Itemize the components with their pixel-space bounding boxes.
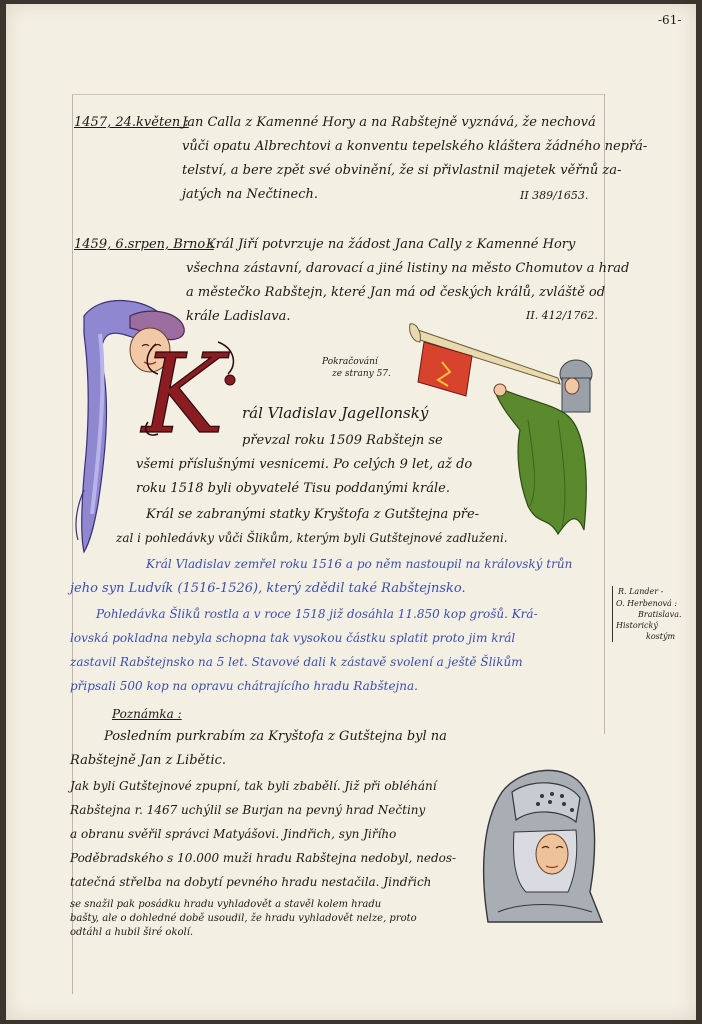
entry1-line: Jan Calla z Kamenné Hory a na Rabštejně vyznává, že nechová (182, 115, 596, 130)
note-line: se snažil pak posádku hradu vyhladovět a stavěl kolem hradu (70, 899, 382, 910)
note-line: Rabštejně Jan z Libětic. (70, 753, 227, 768)
entry2-ref: II. 412/1762. (526, 309, 598, 322)
manuscript-page (6, 4, 696, 1020)
note-heading: Poznámka : (112, 707, 182, 721)
note-line: Jak byli Gutštejnové zpupní, tak byli zbabělí. Již při obléhání (70, 779, 437, 793)
vladislav-line: roku 1518 byli obyvatelé Tisu poddanými krále. (136, 481, 450, 496)
entry1-line: telství, a bere zpět své obvinění, že si přivlastnil majetek věřnů za- (182, 163, 622, 178)
blue-line: Pohledávka Šliků rostla a v roce 1518 již dosáhla 11.850 kop grošů. Krá- (96, 607, 538, 621)
entry2-line: Král Jiří potvrzuje na žádost Jana Cally z Kamenné Hory (206, 237, 576, 252)
vladislav-line: všemi příslušnými vesnicemi. Po celých 9 let, až do (136, 457, 473, 472)
entry2-line: krále Ladislava. (186, 309, 291, 324)
vladislav-line: převzal roku 1509 Rabštejn se (242, 433, 443, 448)
entry1-ref: II 389/1653. (520, 189, 589, 202)
entry2-date: 1459, 6.srpen, Brno : (74, 237, 214, 252)
entry1-line: vůči opatu Albrechtovi a konventu tepelského kláštera žádného nepřá- (182, 139, 648, 154)
continued-note-line1: Pokračování (322, 357, 378, 367)
top-rule-line (72, 94, 604, 95)
note-line: Rabštejna r. 1467 uchýlil se Burjan na pevný hrad Nečtiny (70, 803, 426, 817)
blue-line: jeho syn Ludvík (1516-1526), který zdědil také Rabštejnsko. (70, 581, 466, 596)
blue-line: připsali 500 kop na opravu chátrajícího hradu Rabštejna. (70, 679, 418, 693)
blue-line: zastavil Rabštejnsko na 5 let. Stavové dali k zástavě svolení a ještě Šlikům (70, 655, 523, 669)
note-line: Poděbradského s 10.000 muži hradu Rabštejna nedobyl, nedos- (70, 851, 457, 865)
note-line: bašty, ale o dohledné době usoudil, že hradu vyhladovět nelze, proto (70, 913, 417, 924)
blue-line: lovská pokladna nebyla schopna tak vysokou částku splatit proto jim král (70, 631, 516, 645)
knight-helmet-illustration (472, 762, 612, 932)
page-number: -61- (658, 13, 682, 27)
entry1-line: jatých na Nečtinech. (182, 187, 318, 202)
note-line: Posledním purkrabím za Kryštofa z Gutštejna byl na (104, 729, 447, 744)
note-line: a obranu svěřil správci Matyášovi. Jindřich, syn Jiřího (70, 827, 397, 841)
entry2-line: a městečko Rabštejn, které Jan má od českých králů, zvláště od (186, 285, 606, 300)
blue-line: Král Vladislav zemřel roku 1516 a po něm nastoupil na královský trůn (146, 557, 573, 571)
continued-note-line2: ze strany 57. (332, 369, 391, 379)
margin-ref-line: Bratislava. (638, 610, 682, 619)
margin-ref-line: R. Lander - (618, 587, 664, 596)
initial-glyph: K (142, 330, 225, 458)
margin-ref-line: kostým (646, 632, 676, 641)
margin-ref-line: Historický (616, 621, 658, 630)
vladislav-line: Král se zabranými statky Kryštofa z Gutštejna pře- (146, 507, 480, 522)
margin-ref-bar (612, 586, 613, 642)
note-line: tatečná střelba na dobytí pevného hradu nestačila. Jindřich (70, 875, 432, 889)
note-line: odtáhl a hubil širé okolí. (70, 927, 194, 938)
entry1-date: 1457, 24.květen : (74, 115, 189, 130)
vladislav-line: rál Vladislav Jagellonský (242, 404, 429, 422)
initial-letter (138, 330, 248, 458)
entry2-line: všechna zástavní, darovací a jiné listiny na město Chomutov a hrad (186, 261, 630, 276)
vladislav-line: zal i pohledávky vůči Šlikům, kterým byli Gutštejnové zadluženi. (116, 531, 508, 545)
margin-ref-line: O. Herbenová : (616, 599, 678, 608)
